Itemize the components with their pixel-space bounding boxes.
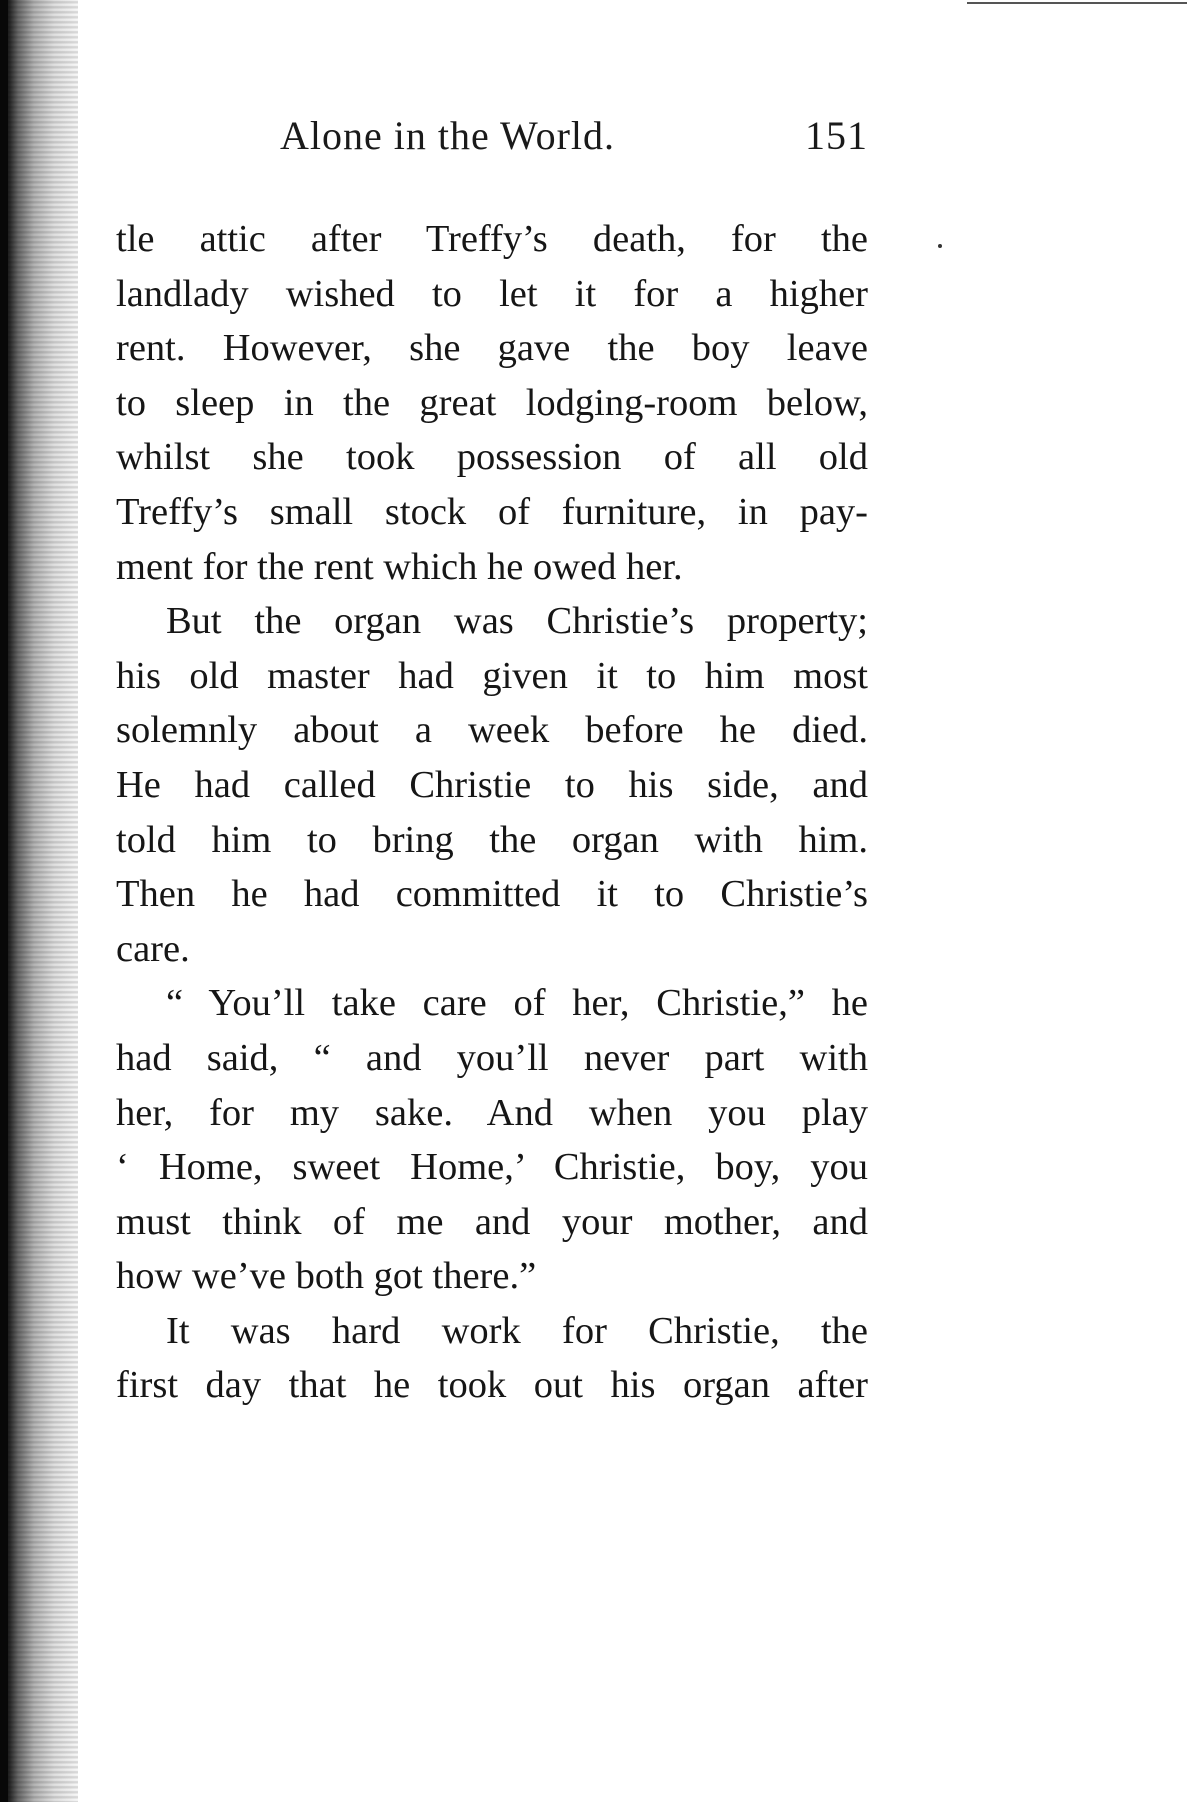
body-text (116, 212, 868, 1413)
text-line: had said, “ and you’ll never part with (116, 1036, 868, 1079)
paragraph (116, 212, 868, 594)
running-title: Alone in the World. (280, 113, 615, 158)
text-line: He had called Christie to his side, and (116, 763, 868, 806)
text-line: ‘ Home, sweet Home,’ Christie, boy, you (116, 1146, 868, 1189)
text-line: her, for my sake. And when you play (116, 1091, 868, 1134)
text-line: tle attic after Treffy’s death, for the (116, 218, 868, 260)
page-top-rule (967, 2, 1187, 4)
text-line: his old master had given it to him most (116, 654, 868, 697)
text-line: solemnly about a week before he died. (116, 709, 868, 752)
text-line: “ You’ll take care of her, Christie,” he (166, 982, 868, 1025)
book-binding-edge (0, 0, 78, 1802)
text-line: told him to bring the organ with him. (116, 818, 868, 861)
text-line: ment for the rent which he owed her. (116, 545, 683, 588)
page-header (280, 112, 868, 172)
page-number: 151 (805, 113, 868, 158)
text-line: whilst she took possession of all old (116, 436, 868, 479)
text-line: how we’ve both got there.” (116, 1255, 537, 1298)
text-line: to sleep in the great lodging-room below, (116, 381, 868, 424)
text-line: first day that he took out his organ after (116, 1364, 868, 1407)
text-line: But the organ was Christie’s property; (166, 600, 868, 643)
paragraph (116, 594, 868, 976)
paragraph (116, 1304, 868, 1413)
text-line: rent. However, she gave the boy leave (116, 327, 868, 370)
text-line: Then he had committed it to Christie’s (116, 873, 868, 916)
text-line: Treffy’s small stock of furniture, in pay- (116, 490, 868, 533)
text-line: must think of me and your mother, and (116, 1200, 868, 1243)
print-speck (938, 244, 942, 248)
text-line: care. (116, 927, 190, 970)
paragraph (116, 976, 868, 1304)
binding-shadow (0, 0, 8, 1802)
text-line: landlady wished to let it for a higher (116, 272, 868, 315)
text-line: It was hard work for Christie, the (166, 1309, 868, 1352)
